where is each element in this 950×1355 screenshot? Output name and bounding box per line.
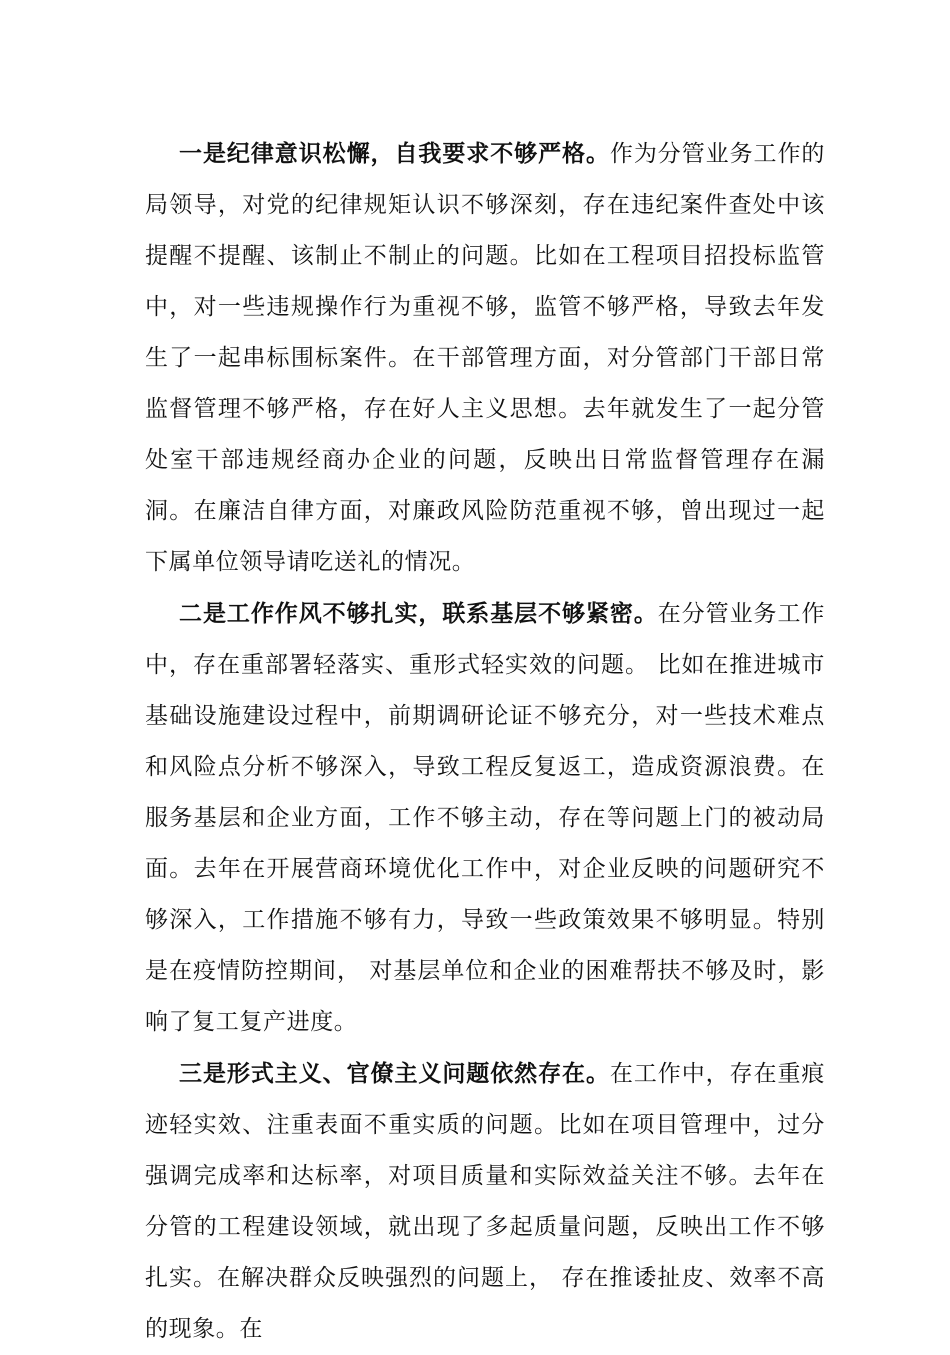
paragraph-formalism: [145, 1048, 825, 1355]
paragraph-heading: 二是工作作风不够扎实，联系基层不够紧密。: [179, 600, 658, 627]
paragraph-heading: 三是形式主义、官僚主义问题依然存在。: [179, 1060, 610, 1087]
paragraph-heading: 一是纪律意识松懈，自我要求不够严格。: [179, 140, 610, 167]
paragraph-text: 作为分管业务工作的局领导，对党的纪律规矩认识不够深刻，存在违纪案件查处中该提醒不提醒、该制止不制止的问题。比如在工程项目招投标监管中，对一些违规操作行为重视不够，监管不够严格，导致去年发生了一起串标围标案件。在干部管理方面，对分管部门干部日常监督管理不够严格，存在好人主义思想。去年就发生了一起分管处室干部违规经商办企业的问题，反映出日常监督管理存在漏洞。在廉洁自律方面，对廉政风险防范重视不够，曾出现过一起下属单位领导请吃送礼的情况。: [145, 141, 825, 575]
paragraph-discipline: [145, 128, 825, 588]
paragraph-work-style: [145, 588, 825, 1048]
paragraph-text: 在工作中，存在重痕迹轻实效、注重表面不重实质的问题。比如在项目管理中，过分强调完成率和达标率，对项目质量和实际效益关注不够。去年在分管的工程建设领域，就出现了多起质量问题，反映出工作不够扎实。在解决群众反映强烈的问题上， 存在推诿扯皮、效率不高的现象。在: [145, 1061, 825, 1342]
document-body: [145, 128, 825, 1355]
paragraph-text: 在分管业务工作中，存在重部署轻落实、重形式轻实效的问题。 比如在推进城市基础设施建设过程中，前期调研论证不够充分，对一些技术难点和风险点分析不够深入，导致工程反复返工，造成资源浪费。在服务基层和企业方面，工作不够主动，存在等问题上门的被动局面。去年在开展营商环境优化工作中，对企业反映的问题研究不够深入，工作措施不够有力，导致一些政策效果不够明显。特别是在疫情防控期间， 对基层单位和企业的困难帮扶不够及时，影响了复工复产进度。: [145, 601, 826, 1035]
